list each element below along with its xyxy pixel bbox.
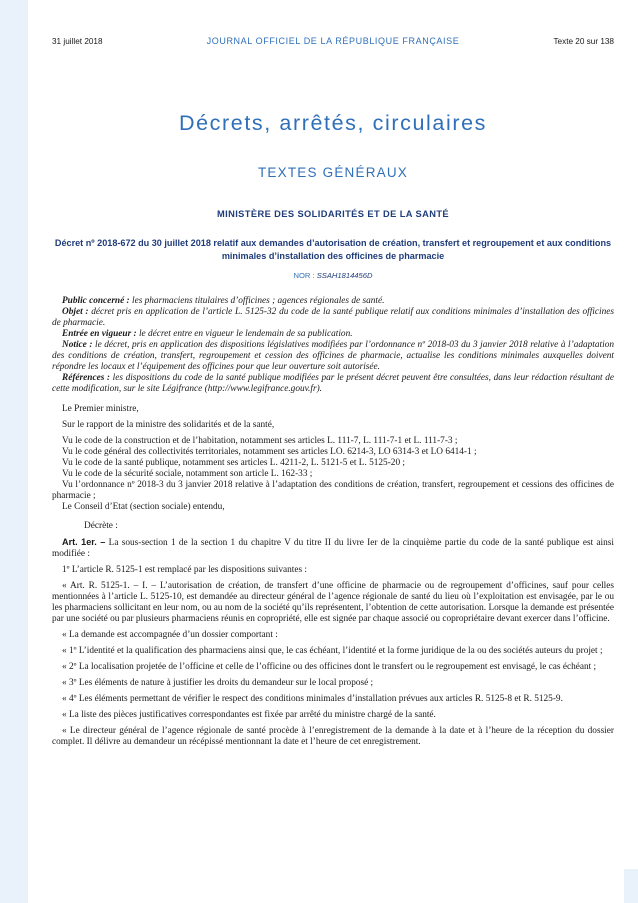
visa-conseil-etat: Le Conseil d’Etat (section sociale) entendu, <box>62 502 225 512</box>
ministry-name: MINISTÈRE DES SOLIDARITÉS ET DE LA SANTÉ <box>216 209 450 219</box>
paragraph-1: 1º L’article R. 5125-1 est remplacé par les dispositions suivantes : <box>62 565 307 575</box>
paragraph-item-4: « 4º Les éléments permettant de vérifier le respect des conditions minimales d’installation prévues aux articles R. 5125-8 et R. 5125-9. <box>62 694 563 704</box>
visa-code-securite-sociale: Vu le code de la sécurité sociale, notamment son article L. 162-33 ; <box>62 469 313 479</box>
notice-entree-vigueur: Entrée en vigueur : le décret entre en vigueur le lendemain de sa publication. <box>62 329 353 339</box>
nor-reference <box>52 271 614 280</box>
paragraph-pieces: « La liste des pièces justificatives correspondantes est fixée par arrêté du ministre chargé de la santé. <box>62 710 436 720</box>
notice-public: Public concerné : les pharmaciens titulaires d’officines ; agences régionales de santé. <box>62 296 385 306</box>
visa-code-construction: Vu le code de la construction et de l’habitation, notamment ses articles L. 111-7, L. 111-7-1 et L. 111-7-3 ; <box>62 436 458 446</box>
corner-band <box>624 869 638 903</box>
header-text-number: Texte 20 sur 138 <box>553 37 614 46</box>
header-journal-title: JOURNAL OFFICIEL DE LA RÉPUBLIQUE FRANÇAISE <box>206 36 460 46</box>
decree-title: Décret nº 2018-672 du 30 juillet 2018 relatif aux demandes d’autorisation de création, transfert et regroupement et aux conditions minimales d’installation des officines de pharmacie <box>54 238 612 261</box>
paragraph-enregistrement: « Le directeur général de l’agence régionale de santé procède à l’enregistrement de la demande à la date et à l’heure de la réception du dossier complet. Il délivre au demandeur un récépissé mentionnant la date et l’heure de cet enregistrement. <box>52 726 614 747</box>
decrete: Décrète : <box>84 521 118 531</box>
paragraph-item-3: « 3º Les éléments de nature à justifier les droits du demandeur sur le local proposé ; <box>62 678 374 688</box>
header-date: 31 juillet 2018 <box>52 37 103 46</box>
sub-title: TEXTES GÉNÉRAUX <box>257 165 409 180</box>
visa-premier-ministre: Le Premier ministre, <box>62 404 139 414</box>
paragraph-art-r5125-1: « Art. R. 5125-1. – I. – L’autorisation de création, de transfert d’une officine de pharmacie ou de regroupement d’officines, sauf pour celles mentionnées à l’article L. 5125-10, est demandée au directeur général de l’agence régionale de santé du lieu où l’exploitation est envisagée, par le ou les pharmaciens sollicitant en leur nom, ou au nom de la société qu’ils représentent, l’obtention de cette autorisation. Lorsque la demande est présentée par une société ou par plusieurs pharmaciens réunis en copropriété, elle est signée par chaque associé ou copropriétaire devant exercer dans l’officine. <box>52 581 614 624</box>
paragraph-item-1: « 1º L’identité et la qualification des pharmaciens ainsi que, le cas échéant, l’identité et la forme juridique de la ou des sociétés auteurs du projet ; <box>62 646 603 656</box>
nor-value: SSAH1814456D <box>316 271 373 280</box>
paragraph-dossier: « La demande est accompagnée d’un dossier comportant : <box>62 630 278 640</box>
visa-ordonnance: Vu l’ordonnance nº 2018-3 du 3 janvier 2018 relative à l’adaptation des conditions de création, transfert, regroupement et cessions des officines de pharmacie ; <box>52 480 614 501</box>
left-margin-band <box>0 0 28 903</box>
notice-notice: Notice : le décret, pris en application des dispositions législatives modifiées par l’ordonnance nº 2018-03 du 3 janvier 2018 relative à l’adaptation des conditions de création, transfert, regroupement et cession des officines de pharmacie, actualise les conditions minimales auxquelles doivent répondre les locaux et l’équipement des officines pour que leur ouverture soit autorisée. <box>52 340 614 372</box>
visa-rapport: Sur le rapport de la ministre des solidarités et de la santé, <box>62 420 275 430</box>
notice-references: Références : les dispositions du code de la santé publique modifiées par le présent décret peuvent être consultées, dans leur rédaction résultant de cette modification, sur le site Légifrance (http://www.legifrance.gouv.fr). <box>52 373 614 394</box>
article-1: Art. 1er. – La sous-section 1 de la section 1 du chapitre V du titre II du livre Ier de la cinquième partie du code de la santé publique est ainsi modifiée : <box>52 537 614 559</box>
page-header <box>52 37 614 49</box>
paragraph-item-2: « 2º La localisation projetée de l’officine et celle de l’officine ou des officines dont le transfert ou le regroupement est envisagé, le cas échéant ; <box>62 662 597 672</box>
visa-code-collectivites: Vu le code général des collectivités territoriales, notamment ses articles LO. 6214-3, LO 6314-3 et LO 6414-1 ; <box>62 447 477 457</box>
visa-code-sante: Vu le code de la santé publique, notamment ses articles L. 4211-2, L. 5121-5 et L. 5125-20 ; <box>62 458 405 468</box>
section-title: Décrets, arrêtés, circulaires <box>178 111 488 135</box>
article-1-label: Art. 1er. – <box>62 537 106 547</box>
notice-objet: Objet : décret pris en application de l’article L. 5125-32 du code de la santé publique relatif aux conditions minimales d’installation des officines de pharmacie. <box>52 307 614 328</box>
nor-label: NOR : <box>293 271 317 280</box>
decree-body <box>52 296 614 748</box>
